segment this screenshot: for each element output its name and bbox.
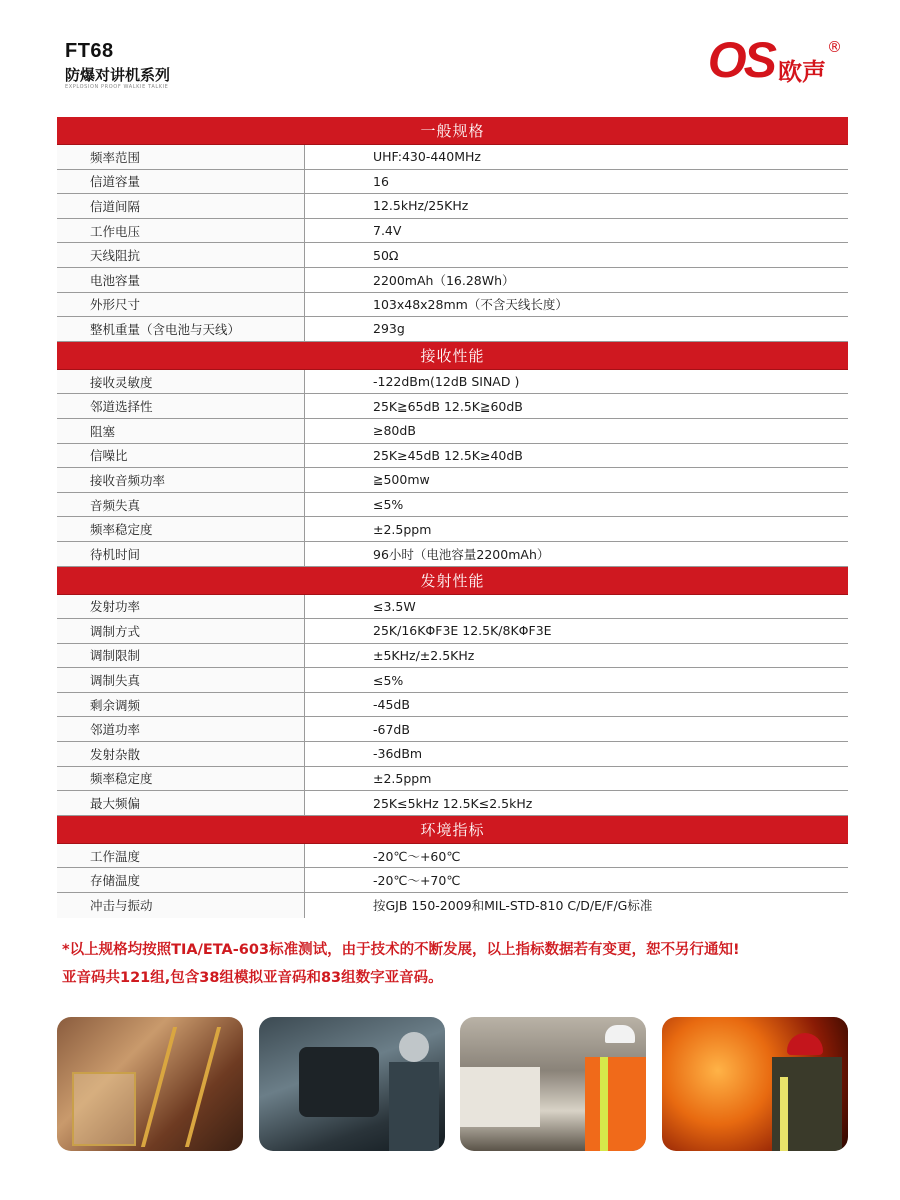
spec-label: 发射杂散	[57, 742, 305, 766]
spec-label: 阻塞	[57, 419, 305, 443]
spec-value: 25K≥45dB 12.5K≥40dB	[373, 447, 523, 463]
spec-value: 50Ω	[373, 247, 399, 263]
photo-machine-operator	[259, 1017, 445, 1151]
footnote-line-1: *以上规格均按照TIA/ETA-603标准测试，由于技术的不断发展，以上指标数据若有变更，恕不另行通知!	[62, 942, 740, 958]
spec-row	[57, 444, 848, 469]
spec-row	[57, 742, 848, 767]
section-header: 环境指标	[57, 816, 848, 844]
spec-row	[57, 370, 848, 395]
spec-row	[57, 868, 848, 893]
spec-row	[57, 668, 848, 693]
spec-row	[57, 619, 848, 644]
spec-value: ±2.5ppm	[373, 521, 432, 537]
spec-value: 16	[373, 173, 389, 189]
spec-label: 调制方式	[57, 619, 305, 643]
section-header: 接收性能	[57, 342, 848, 370]
spec-row	[57, 243, 848, 268]
spec-value: -45dB	[373, 697, 410, 713]
footnote	[62, 936, 862, 992]
spec-value: 7.4V	[373, 223, 402, 239]
footnote-line-2: 亚音码共121组,包含38组模拟亚音码和83组数字亚音码。	[62, 970, 443, 986]
spec-label: 邻道功率	[57, 717, 305, 741]
spec-value: 293g	[373, 321, 405, 337]
spec-row	[57, 693, 848, 718]
spec-label: 外形尺寸	[57, 293, 305, 317]
spec-label: 整机重量（含电池与天线）	[57, 317, 305, 341]
spec-label: 调制失真	[57, 668, 305, 692]
spec-label: 音频失真	[57, 493, 305, 517]
spec-label: 存储温度	[57, 868, 305, 892]
spec-row	[57, 767, 848, 792]
spec-label: 接收灵敏度	[57, 370, 305, 394]
spec-row	[57, 644, 848, 669]
spec-row	[57, 194, 848, 219]
spec-row	[57, 468, 848, 493]
spec-value: 按GJB 150-2009和MIL-STD-810 C/D/E/F/G标准	[373, 898, 653, 914]
spec-label: 工作温度	[57, 844, 305, 868]
spec-label: 信噪比	[57, 444, 305, 468]
spec-value: -122dBm(12dB SINAD )	[373, 374, 520, 390]
photo-construction-worker	[460, 1017, 646, 1151]
spec-label: 电池容量	[57, 268, 305, 292]
spec-label: 频率稳定度	[57, 517, 305, 541]
spec-label: 信道容量	[57, 170, 305, 194]
spec-value: -20℃～+60℃	[373, 848, 461, 864]
spec-row	[57, 791, 848, 816]
spec-value: 25K≧65dB 12.5K≧60dB	[373, 398, 523, 414]
spec-row	[57, 293, 848, 318]
spec-row	[57, 717, 848, 742]
spec-label: 接收音频功率	[57, 468, 305, 492]
spec-value: ±2.5ppm	[373, 770, 432, 786]
photo-firefighter	[662, 1017, 848, 1151]
spec-label: 待机时间	[57, 542, 305, 566]
logo-os-mark: OS	[707, 32, 774, 88]
spec-value: 103x48x28mm（不含天线长度）	[373, 297, 568, 313]
spec-row	[57, 493, 848, 518]
spec-row	[57, 517, 848, 542]
spec-label: 邻道选择性	[57, 394, 305, 418]
spec-value: 96小时（电池容量2200mAh）	[373, 546, 550, 562]
spec-table	[57, 117, 848, 918]
photo-industrial-worker	[57, 1017, 243, 1151]
spec-row	[57, 219, 848, 244]
spec-label: 信道间隔	[57, 194, 305, 218]
spec-value: 2200mAh（16.28Wh）	[373, 272, 515, 288]
spec-value: 25K≤5kHz 12.5K≤2.5kHz	[373, 795, 533, 811]
spec-label: 频率稳定度	[57, 767, 305, 791]
spec-row	[57, 419, 848, 444]
spec-row	[57, 268, 848, 293]
spec-row	[57, 145, 848, 170]
spec-row	[57, 542, 848, 567]
spec-value: -36dBm	[373, 746, 423, 762]
spec-label: 调制限制	[57, 644, 305, 668]
model-name: FT68	[65, 40, 114, 62]
spec-row	[57, 595, 848, 620]
spec-value: 25K/16KΦF3E 12.5K/8KΦF3E	[373, 623, 552, 639]
spec-value: ±5KHz/±2.5KHz	[373, 647, 475, 663]
spec-label: 剩余调频	[57, 693, 305, 717]
photo-strip	[57, 1017, 848, 1151]
spec-row	[57, 394, 848, 419]
spec-value: -20℃～+70℃	[373, 873, 461, 889]
section-header: 发射性能	[57, 567, 848, 595]
spec-row	[57, 170, 848, 195]
spec-label: 发射功率	[57, 595, 305, 619]
spec-label: 天线阻抗	[57, 243, 305, 267]
spec-label: 冲击与振动	[57, 893, 305, 918]
spec-value: -67dB	[373, 721, 410, 737]
spec-label: 最大频偏	[57, 791, 305, 815]
spec-label: 频率范围	[57, 145, 305, 169]
spec-value: ≧500mw	[373, 472, 430, 488]
spec-row	[57, 844, 848, 869]
spec-value: ≤3.5W	[373, 598, 416, 614]
spec-value: ≥80dB	[373, 423, 416, 439]
section-header: 一般规格	[57, 117, 848, 145]
spec-row	[57, 893, 848, 918]
brand-logo	[707, 32, 842, 88]
series-title: 防爆对讲机系列	[65, 66, 171, 84]
spec-value: ≤5%	[373, 497, 404, 513]
registered-mark: ®	[827, 38, 842, 56]
spec-value: UHF:430-440MHz	[373, 149, 481, 165]
logo-brand-name: 欧声	[778, 58, 826, 86]
series-subtitle-en: EXPLOSION PROOF WALKIE TALKIE	[65, 84, 169, 90]
spec-row	[57, 317, 848, 342]
page-header	[0, 0, 900, 110]
spec-label: 工作电压	[57, 219, 305, 243]
spec-value: ≤5%	[373, 672, 404, 688]
spec-value: 12.5kHz/25KHz	[373, 198, 469, 214]
